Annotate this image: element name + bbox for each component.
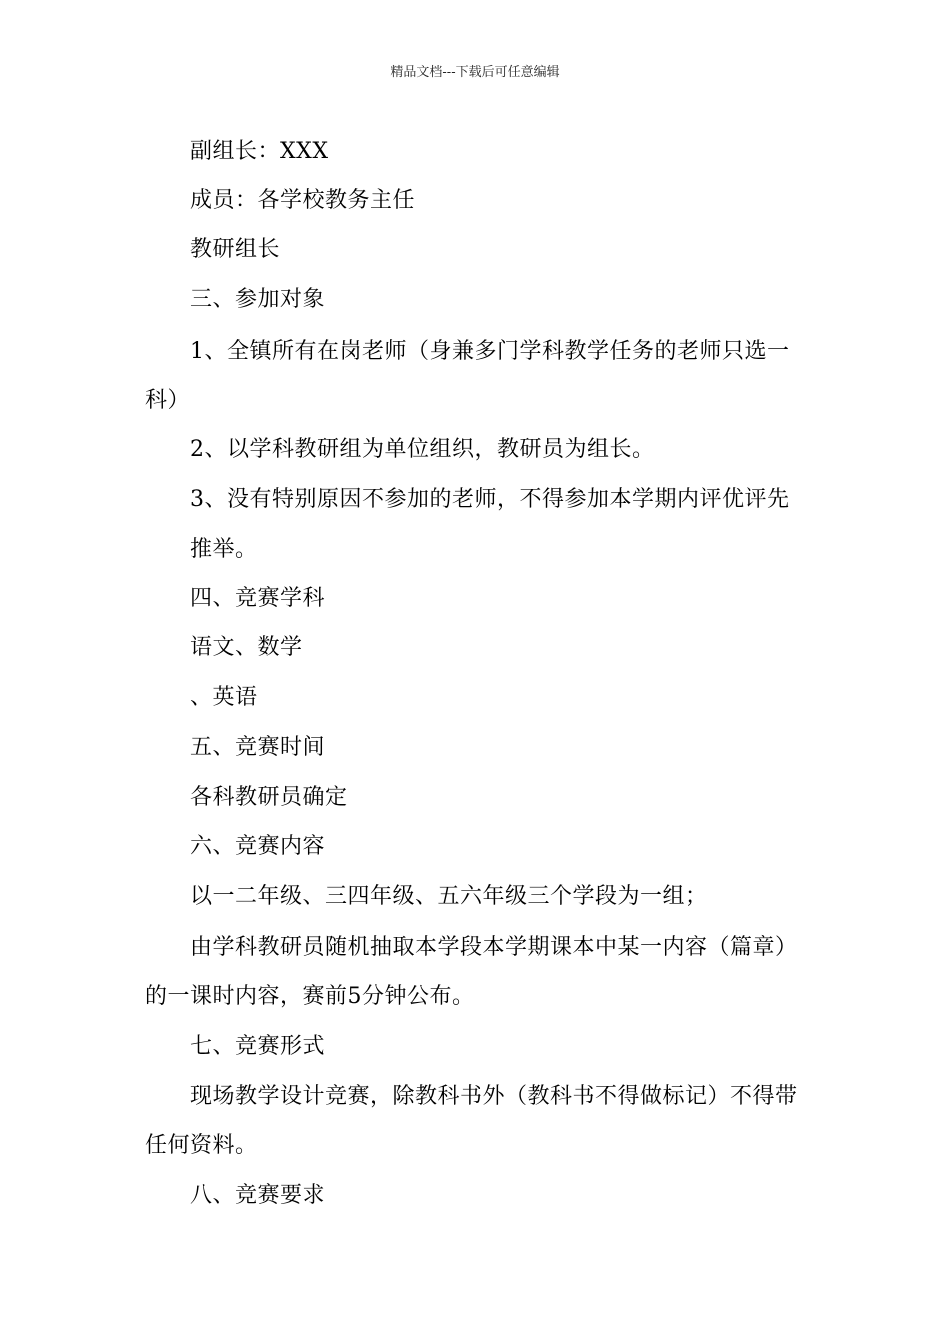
text-line: 1、全镇所有在岗老师（身兼多门学科教学任务的老师只选一 (190, 339, 790, 364)
section-heading: 五、竞赛时间 (190, 735, 326, 760)
text-line: 各科教研员确定 (190, 785, 348, 810)
text-line: 任何资料。 (145, 1133, 258, 1158)
text-line: 现场教学设计竞赛，除教科书外（教科书不得做标记）不得带 (190, 1084, 798, 1109)
text-line: 3、没有特别原因不参加的老师，不得参加本学期内评优评先 (190, 487, 790, 512)
section-heading: 三、参加对象 (190, 287, 326, 312)
page-header: 精品文档---下载后可任意编辑 (390, 65, 560, 80)
section-heading: 六、竞赛内容 (190, 834, 326, 859)
text-line: 、英语 (190, 685, 258, 710)
text-line: 以一二年级、三四年级、五六年级三个学段为一组； (190, 884, 708, 909)
text-line: 由学科教研员随机抽取本学段本学期课本中某一内容（篇章） (190, 935, 798, 960)
text-line: 2、以学科教研组为单位组织，教研员为组长。 (190, 437, 655, 462)
section-heading: 八、竞赛要求 (190, 1183, 326, 1208)
section-heading: 四、竞赛学科 (190, 586, 326, 611)
text-line: 科） (145, 388, 191, 413)
text-line: 成员：各学校教务主任 (190, 188, 416, 213)
text-line: 副组长：XXX (190, 139, 329, 164)
section-heading: 七、竞赛形式 (190, 1034, 326, 1059)
text-line: 推举。 (190, 537, 258, 562)
text-line: 的一课时内容，赛前5分钟公布。 (145, 984, 475, 1009)
text-line: 语文、数学 (190, 635, 303, 660)
text-line: 教研组长 (190, 237, 281, 262)
